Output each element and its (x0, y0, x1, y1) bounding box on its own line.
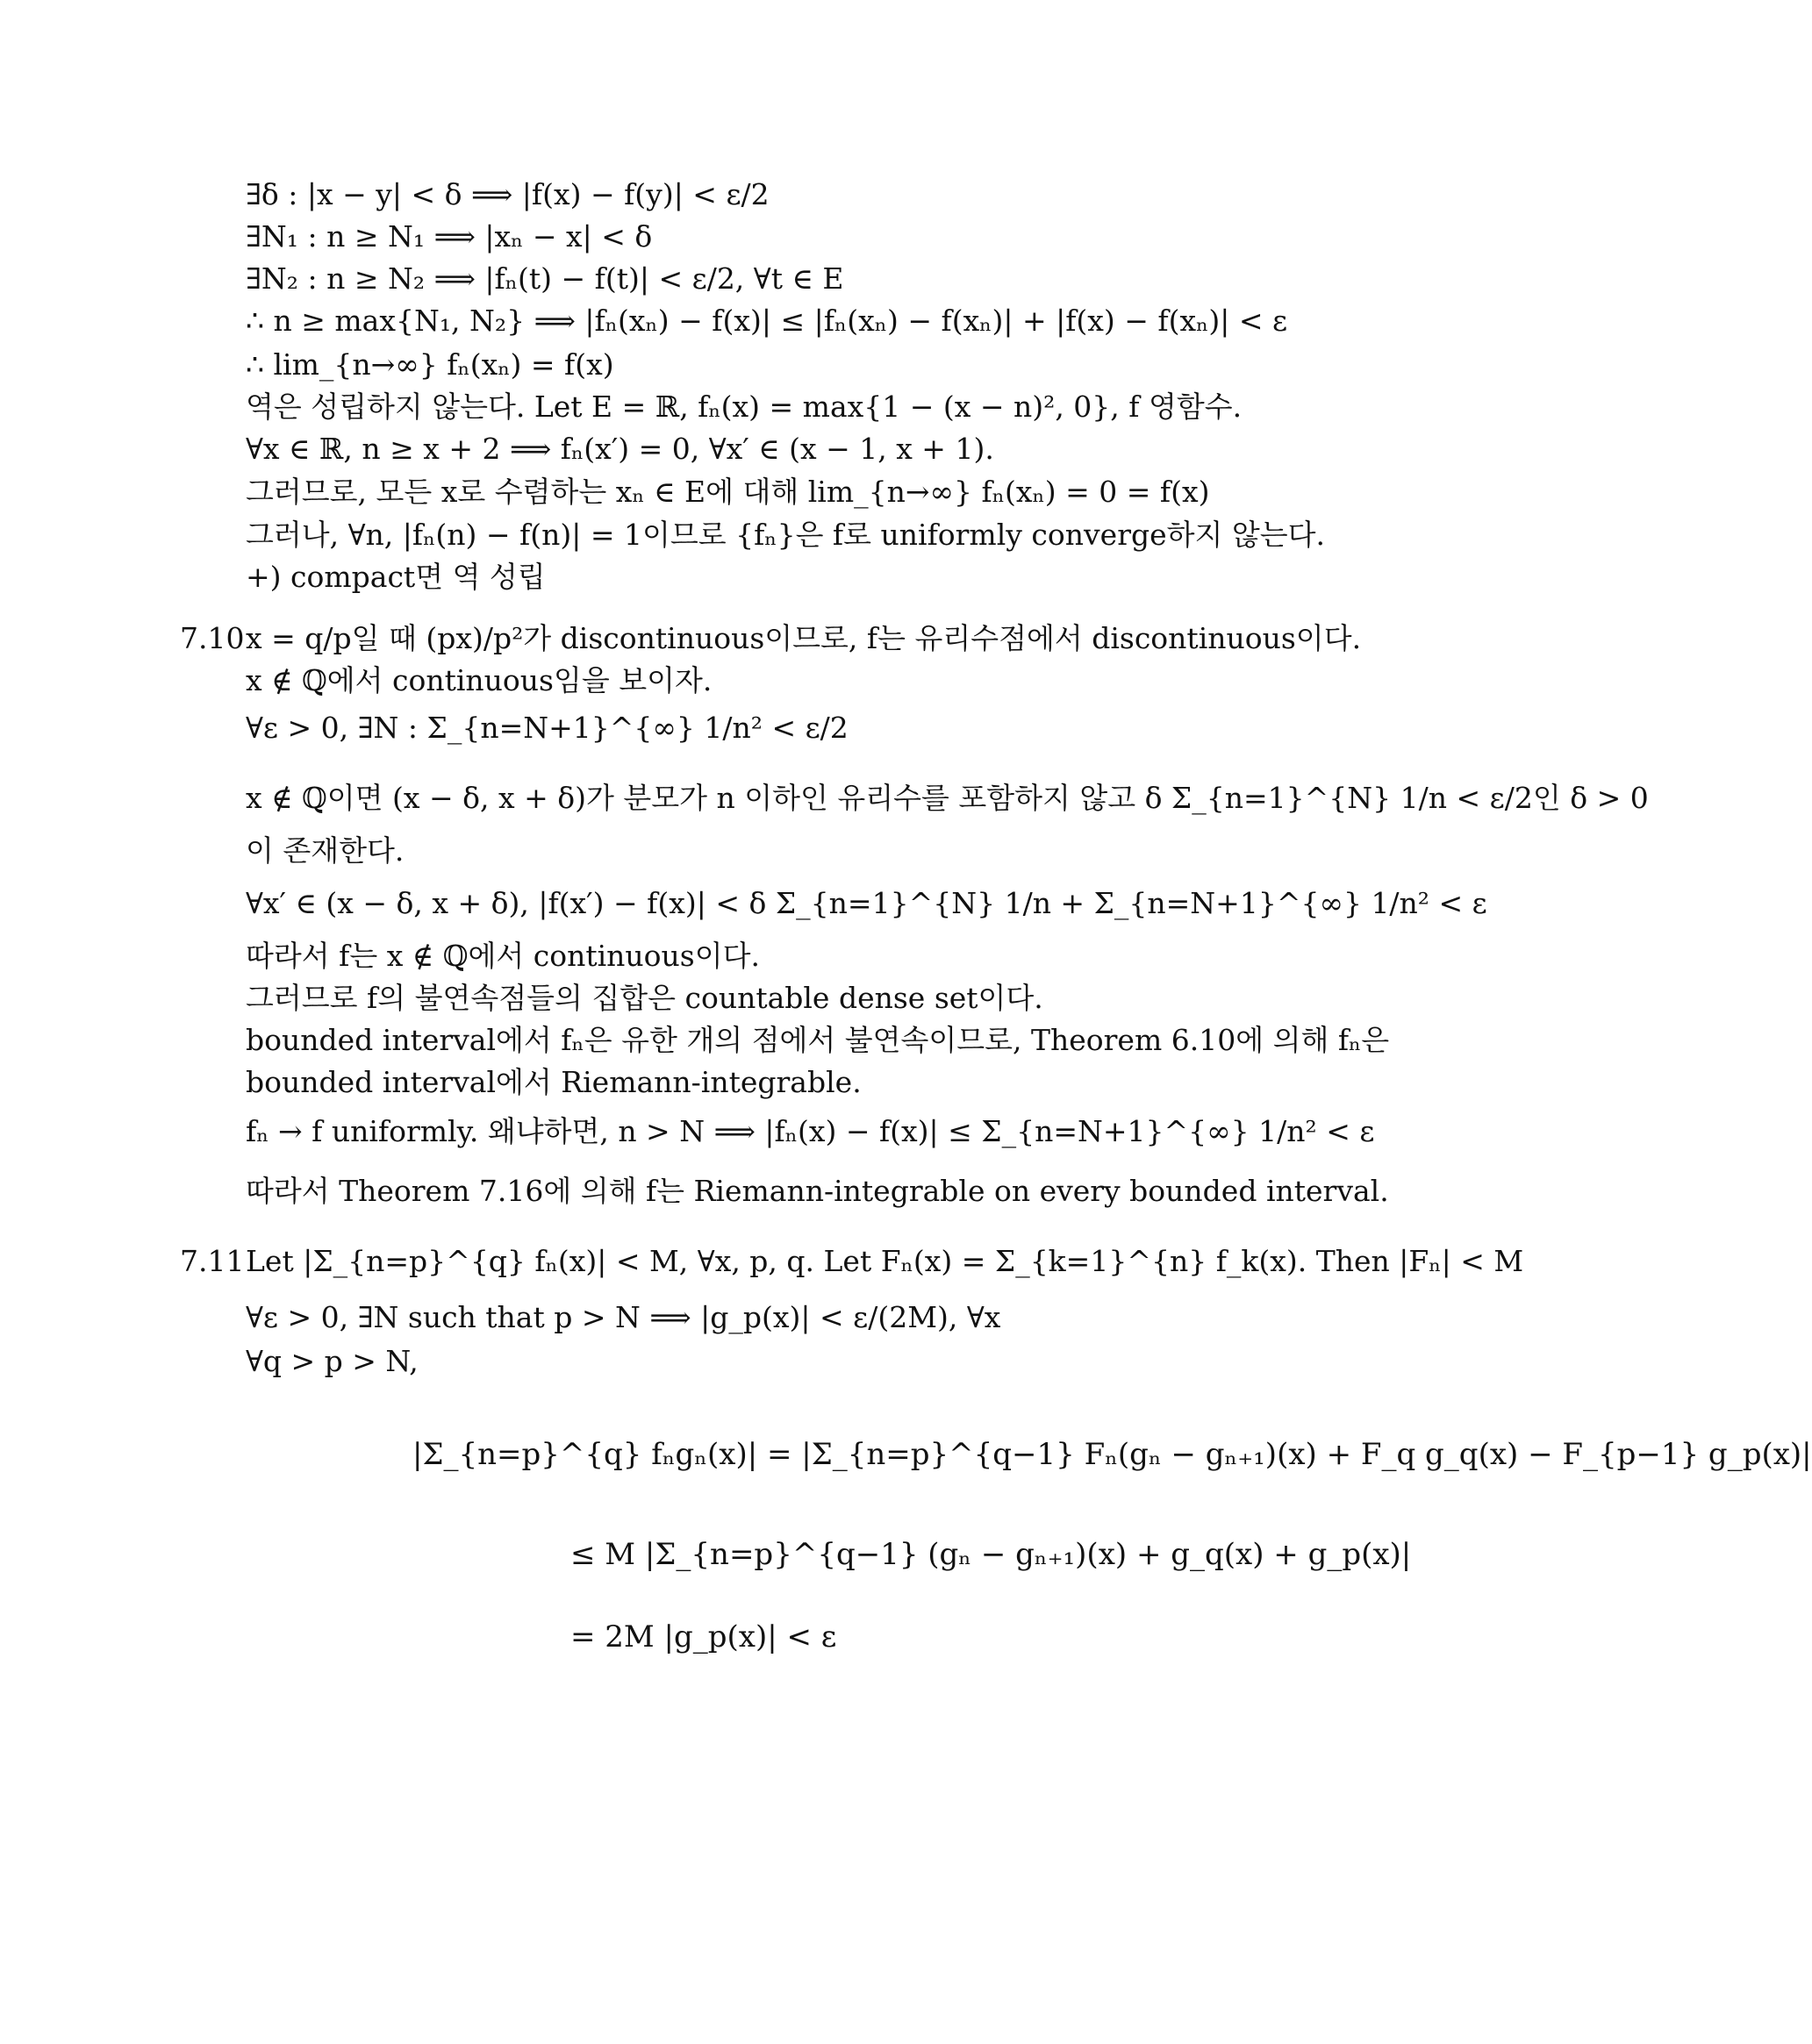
text-line: ∀x′ ∈ (x − δ, x + δ), |f(x′) − f(x)| < δ Σ_{n=1}^{N} 1/n + Σ_{n=N+1}^{∞} 1/n² < ε (246, 886, 1487, 920)
display-equation-line: |Σ_{n=p}^{q} fₙgₙ(x)| = |Σ_{n=p}^{q−1} Fₙ(gₙ − gₙ₊₁)(x) + F_q g_q(x) − F_{p−1} g_p(x)| (412, 1437, 1812, 1472)
text-line: ∴ n ≥ max{N₁, N₂} ⟹ |fₙ(xₙ) − f(x)| ≤ |fₙ(xₙ) − f(xₙ)| + |f(x) − f(xₙ)| < ε (246, 304, 1288, 338)
text-line: 이 존재한다. (246, 833, 405, 868)
text-line: ∃N₁ : n ≥ N₁ ⟹ |xₙ − x| < δ (246, 219, 653, 254)
text-line: ∴ lim_{n→∞} fₙ(xₙ) = f(x) (246, 347, 614, 382)
text-line: 따라서 Theorem 7.16에 의해 f는 Riemann-integrable on every bounded interval. (246, 1174, 1389, 1208)
problem-number: 7.11 (180, 1244, 245, 1278)
text-line: x ∉ ℚ에서 continuous임을 보이자. (246, 663, 713, 697)
text-line: 역은 성립하지 않는다. Let E = ℝ, fₙ(x) = max{1 − (x − n)², 0}, f 영함수. (246, 390, 1243, 424)
display-equation-line: ≤ M |Σ_{n=p}^{q−1} (gₙ − gₙ₊₁)(x) + g_q(x) + g_p(x)| (570, 1537, 1412, 1572)
text-line: 그러므로 f의 불연속점들의 집합은 countable dense set이다. (246, 981, 1043, 1015)
text-line: ∀ε > 0, ∃N : Σ_{n=N+1}^{∞} 1/n² < ε/2 (246, 711, 849, 745)
problem-number: 7.10 (180, 621, 245, 655)
text-line: x = q/p일 때 (px)/p²가 discontinuous이므로, f는 유리수점에서 discontinuous이다. (246, 621, 1362, 655)
text-line: 그러므로, 모든 x로 수렴하는 xₙ ∈ E에 대해 lim_{n→∞} fₙ(xₙ) = 0 = f(x) (246, 475, 1210, 509)
text-line: ∃δ : |x − y| < δ ⟹ |f(x) − f(y)| < ε/2 (246, 177, 770, 211)
text-line: ∀q > p > N, (246, 1344, 419, 1378)
text-line: 따라서 f는 x ∉ ℚ에서 continuous이다. (246, 939, 760, 973)
text-line: ∀x ∈ ℝ, n ≥ x + 2 ⟹ fₙ(x′) = 0, ∀x′ ∈ (x − 1, x + 1). (246, 432, 994, 466)
text-line: bounded interval에서 Riemann-integrable. (246, 1065, 862, 1099)
text-line: 그러나, ∀n, |fₙ(n) − f(n)| = 1이므로 {fₙ}은 f로 uniformly converge하지 않는다. (246, 518, 1325, 552)
text-line: ∃N₂ : n ≥ N₂ ⟹ |fₙ(t) − f(t)| < ε/2, ∀t ∈ E (246, 261, 844, 296)
text-line: x ∉ ℚ이면 (x − δ, x + δ)가 분모가 n 이하인 유리수를 포함하지 않고 δ Σ_{n=1}^{N} 1/n < ε/2인 δ > 0 (246, 781, 1649, 815)
display-equation-line: = 2M |g_p(x)| < ε (570, 1619, 837, 1654)
text-line: bounded interval에서 fₙ은 유한 개의 점에서 불연속이므로, Theorem 6.10에 의해 fₙ은 (246, 1023, 1390, 1057)
text-line: Let |Σ_{n=p}^{q} fₙ(x)| < M, ∀x, p, q. Let Fₙ(x) = Σ_{k=1}^{n} f_k(x). Then |Fₙ| < M (246, 1244, 1524, 1278)
text-line: ∀ε > 0, ∃N such that p > N ⟹ |g_p(x)| < ε/(2M), ∀x (246, 1300, 1001, 1334)
text-line: +) compact면 역 성립 (246, 560, 546, 594)
text-line: fₙ → f uniformly. 왜냐하면, n > N ⟹ |fₙ(x) − f(x)| ≤ Σ_{n=N+1}^{∞} 1/n² < ε (246, 1114, 1375, 1148)
